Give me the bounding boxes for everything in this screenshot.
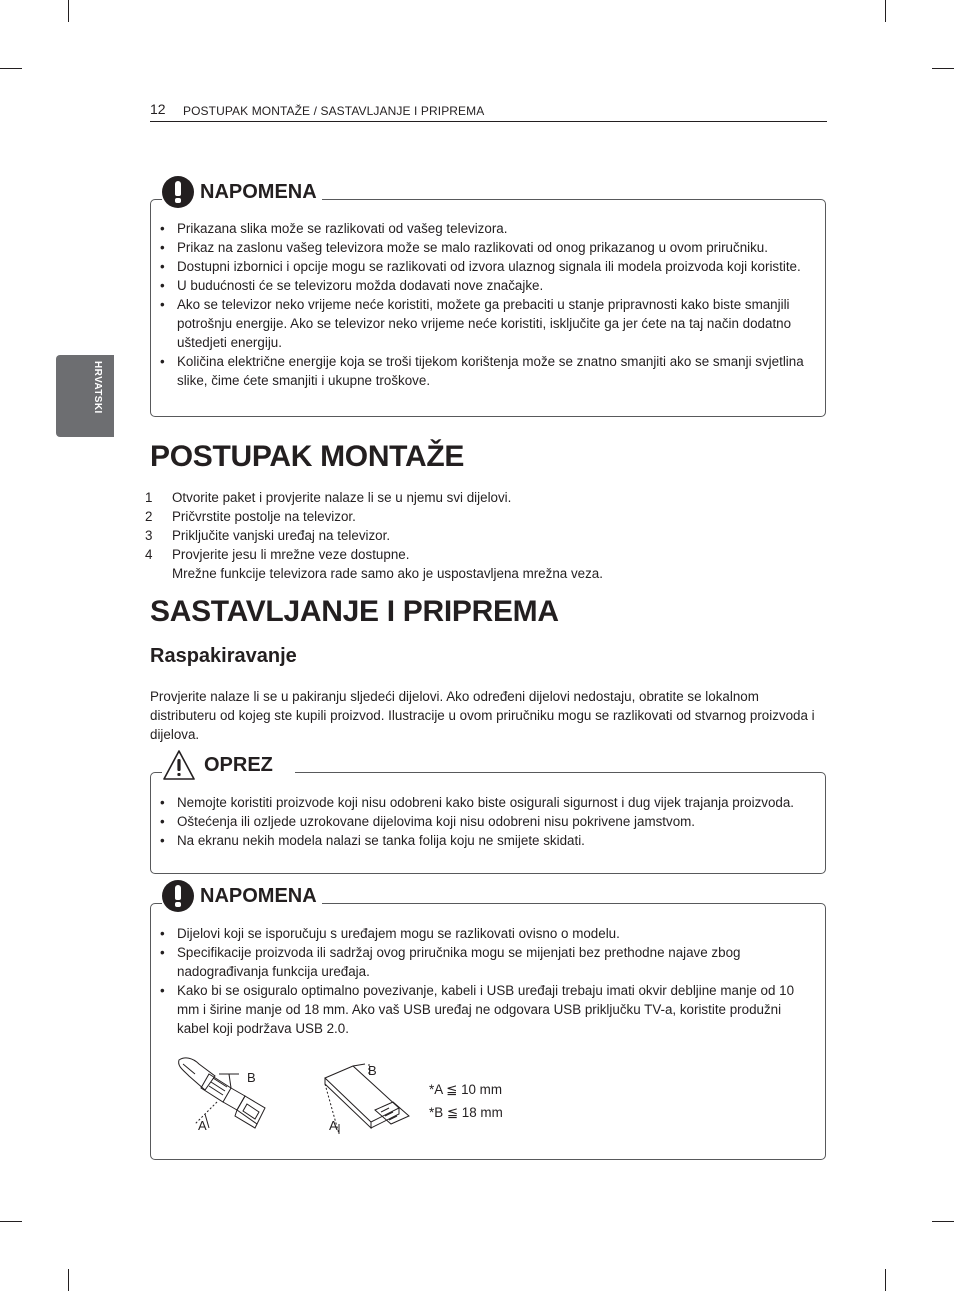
list-item xyxy=(145,507,785,526)
list-item: • Ako se televizor neko vrijeme neće koristiti, možete ga prebaciti u stanje pripravnosti kako biste smanjili potrošnju energije. Ako se televizor neko vrijeme neće koristiti, isključite ga jer ćete na taj način dodatno uštedjeti energiju. xyxy=(160,295,810,352)
crop-mark xyxy=(68,0,69,22)
dimension-limit-a: *A ≦ 10 mm xyxy=(429,1082,502,1097)
step-number: 2 xyxy=(145,509,153,524)
list-item: • Specifikacije proizvoda ili sadržaj ovog priručnika mogu se mijenjati bez prethodne najave zbog nadograđivanja funkcija uređaja. xyxy=(160,943,810,981)
step-number: 3 xyxy=(145,528,153,543)
step-number: 4 xyxy=(145,547,153,562)
dimension-limits xyxy=(429,1078,503,1124)
list-item: • U budućnosti će se televizoru možda dodavati nove značajke. xyxy=(160,276,810,295)
caution-list xyxy=(160,793,810,850)
assembly-steps xyxy=(145,488,785,583)
step-text: Provjerite jesu li mrežne veze dostupne. xyxy=(172,547,410,562)
crop-mark xyxy=(68,1269,69,1291)
list-item: • Dostupni izbornici i opcije mogu se razlikovati od izvora ulaznog signala ili modela proizvoda koji koristite. xyxy=(160,257,810,276)
step-note: Mrežne funkcije televizora rade samo ako je uspostavljena mrežna veza. xyxy=(172,566,603,581)
caution-label: OPREZ xyxy=(204,753,273,776)
list-item: • Dijelovi koji se isporučuju s uređajem mogu se razlikovati ovisno o modelu. xyxy=(160,924,810,943)
note-box xyxy=(150,199,826,417)
dimension-limit-b: *B ≦ 18 mm xyxy=(429,1105,503,1120)
subsection-title: Raspakiravanje xyxy=(150,645,297,667)
section-title: POSTUPAK MONTAŽE xyxy=(150,440,465,473)
hdmi-plug-illustration xyxy=(175,1054,285,1134)
caution-box xyxy=(150,772,826,874)
list-item xyxy=(145,545,785,583)
step-text: Otvorite paket i provjerite nalaze li se u njemu svi dijelovi. xyxy=(172,490,512,505)
note-box xyxy=(150,903,826,1160)
note-label: NAPOMENA xyxy=(200,884,317,907)
crop-mark xyxy=(0,1221,22,1222)
crop-mark xyxy=(932,1221,954,1222)
crop-mark xyxy=(0,68,22,69)
dimension-label-a: A xyxy=(329,1118,338,1133)
note-list xyxy=(160,924,810,1038)
list-item xyxy=(145,488,785,507)
list-item: • Prikazana slika može se razlikovati od vašeg televizora. xyxy=(160,219,810,238)
page-number: 12 xyxy=(150,101,166,117)
note-heading xyxy=(162,176,322,208)
list-item: • Nemojte koristiti proizvode koji nisu odobreni kako biste osigurali sigurnost i dug vijek trajanja proizvoda. xyxy=(160,793,810,812)
step-number: 1 xyxy=(145,490,153,505)
intro-paragraph: Provjerite nalaze li se u pakiranju sljedeći dijelovi. Ako određeni dijelovi nedostaju, obratite se lokalnom distributeru od kojeg ste kupili proizvod. Ilustracije u ovom priručniku mogu se razlikovati od stvarnog proizvoda i dijelova. xyxy=(150,689,815,742)
exclamation-circle-icon xyxy=(162,176,194,208)
list-item: • Na ekranu nekih modela nalazi se tanka folija koju ne smijete skidati. xyxy=(160,831,810,850)
warning-triangle-icon xyxy=(162,749,196,781)
list-item: • Prikaz na zaslonu vašeg televizora može se malo razlikovati od onog prikazanog u ovom priručniku. xyxy=(160,238,810,257)
list-item xyxy=(145,526,785,545)
note-heading xyxy=(162,880,322,912)
step-text: Pričvrstite postolje na televizor. xyxy=(172,509,356,524)
dimension-label-b: B xyxy=(368,1063,377,1078)
language-tab xyxy=(56,355,114,437)
note-list xyxy=(160,219,810,390)
step-text: Priključite vanjski uređaj na televizor. xyxy=(172,528,391,543)
page-header xyxy=(150,101,827,122)
crop-mark xyxy=(885,0,886,22)
note-label: NAPOMENA xyxy=(200,180,317,203)
running-title: POSTUPAK MONTAŽE / SASTAVLJANJE I PRIPREMA xyxy=(183,104,485,118)
exclamation-circle-icon xyxy=(162,880,194,912)
language-tab-label: HRVATSKI xyxy=(92,361,103,414)
section-title: SASTAVLJANJE I PRIPREMA xyxy=(150,595,559,628)
list-item: • Količina električne energije koja se troši tijekom korištenja može se znatno smanjiti ako se smanji svjetlina slike, čime ćete smanjiti i ukupne troškove. xyxy=(160,352,810,390)
crop-mark xyxy=(885,1269,886,1291)
list-item: • Kako bi se osiguralo optimalno povezivanje, kabeli i USB uređaji trebaju imati okvir debljine manje od 10 mm i širine manje od 18 mm. Ako vaš USB uređaj ne odgovara USB priključku TV-a, koristite produžni kabel koji podržava USB 2.0. xyxy=(160,981,810,1038)
caution-heading xyxy=(162,749,295,781)
list-item: • Oštećenja ili ozljede uzrokovane dijelovima koji nisu odobreni nisu pokrivene jamstvom. xyxy=(160,812,810,831)
crop-mark xyxy=(932,68,954,69)
dimension-label-b: B xyxy=(247,1070,256,1085)
dimension-label-a: A xyxy=(198,1118,207,1133)
